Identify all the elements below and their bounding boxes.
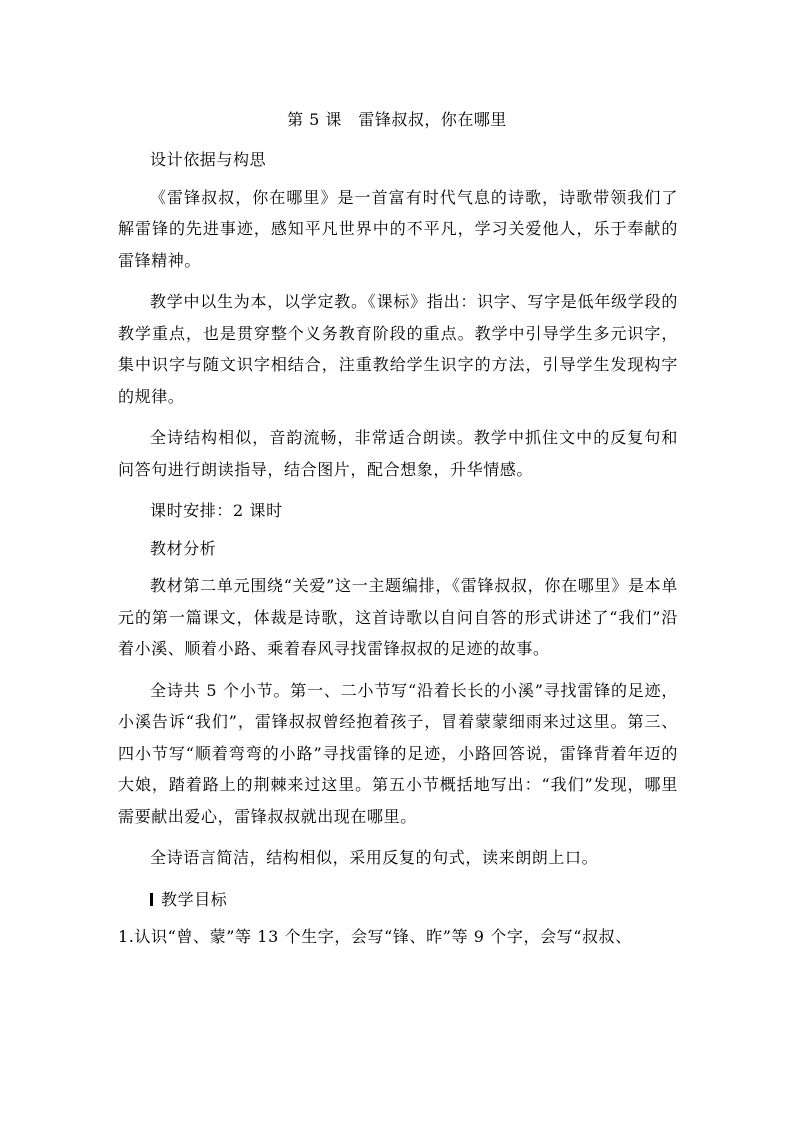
lesson-title: 第 5 课 雷锋叔叔，你在哪里: [287, 110, 507, 129]
goals-heading-label: 教学目标: [161, 889, 228, 909]
paragraph: 全诗结构相似，音韵流畅，非常适合朗读。教学中抓住文中的反复句和问答句进行朗读指导，结合图片，配合想象，升华情感。: [118, 428, 678, 479]
paragraph: 《雷锋叔叔，你在哪里》是一首富有时代气息的诗歌，诗歌带领我们了解雷锋的先进事迹，感知平凡世界中的不平凡，学习关爱他人，乐于奉献的雷锋精神。: [118, 187, 678, 270]
paragraph: 全诗共 5 个小节。第一、二小节写“沿着长长的小溪”寻找雷锋的足迹，小溪告诉“我们”，雷锋叔叔曾经抱着孩子，冒着蒙蒙细雨来过这里。第三、四小节写“顺着弯弯的小路”寻找雷锋的足迹，小路回答说，雷锋背着年迈的大娘，踏着路上的荆棘来过这里。第五小节概括地写出：“我们”发现，哪里需要献出爱心，雷锋叔叔就出现在哪里。: [118, 680, 678, 826]
section-marker-icon: [150, 893, 153, 906]
section-heading-goals: [118, 884, 678, 916]
goal-item: 1.认识“曾、蒙”等 13 个生字，会写“锋、昨”等 9 个字，会写“叔叔、: [118, 927, 632, 946]
document-body: [118, 144, 678, 963]
section-heading-design: 设计依据与构思: [150, 150, 267, 169]
section-heading-analysis: 教材分析: [150, 538, 217, 558]
paragraph: 全诗语言简洁，结构相似，采用反复的句式，读来朗朗上口。: [150, 848, 599, 867]
schedule-text: 课时安排：2 课时: [150, 501, 283, 520]
paragraph: 教材第二单元围绕“关爱”这一主题编排，《雷锋叔叔，你在哪里》是本单元的第一篇课文，体裁是诗歌，这首诗歌以自问自答的形式讲述了“我们”沿着小溪、顺着小路、乘着春风寻找雷锋叔叔的足迹的故事。: [118, 576, 678, 658]
paragraph: 教学中以生为本，以学定教。《课标》指出：识字、写字是低年级学段的教学重点，也是贯穿整个义务教育阶段的重点。教学中引导学生多元识字，集中识字与随文识字相结合，注重教给学生识字的方法，引导学生发现构字的规律。: [118, 292, 678, 406]
